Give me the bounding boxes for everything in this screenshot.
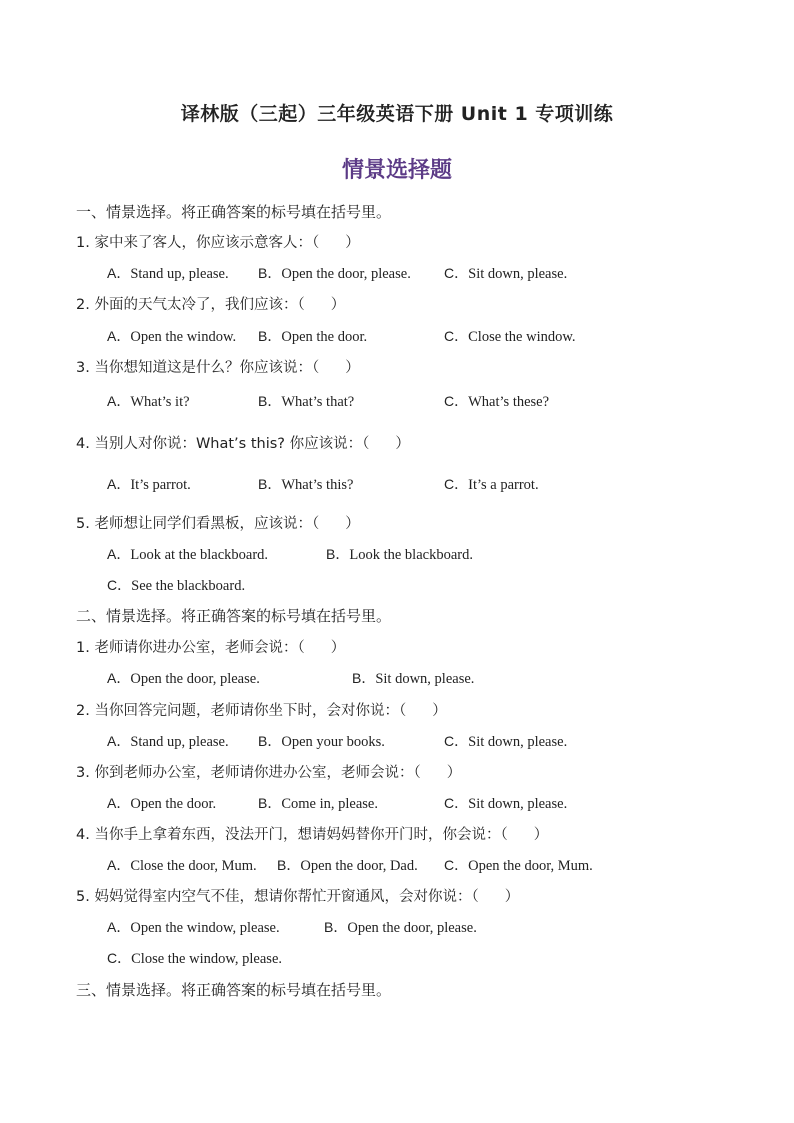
option-text: Open the door, please. xyxy=(347,920,477,936)
option-text: Look the blackboard. xyxy=(349,547,473,563)
question xyxy=(76,512,360,533)
question xyxy=(76,636,345,657)
option xyxy=(277,855,418,875)
option-letter: C． xyxy=(107,577,132,593)
option xyxy=(444,326,576,346)
option-text: Sit down, please. xyxy=(468,796,568,812)
option xyxy=(107,575,245,595)
question xyxy=(76,432,410,453)
paren-close: ） xyxy=(446,765,462,781)
option-text: Open the door, Mum. xyxy=(468,858,593,874)
option-letter: B． xyxy=(352,670,376,686)
paren-close: ） xyxy=(345,235,360,251)
option xyxy=(107,474,191,494)
paren-close: ） xyxy=(533,827,549,843)
option-letter: B． xyxy=(258,393,282,409)
option-text: Sit down, please. xyxy=(468,734,568,750)
question xyxy=(76,356,360,377)
option-text: Open the window. xyxy=(130,329,237,345)
option-letter: B． xyxy=(258,476,282,492)
option-letter: C． xyxy=(444,857,469,873)
question-text: 2. 当你回答完问题，老师请你坐下时，会对你说：（ xyxy=(76,703,407,719)
paren-close: ） xyxy=(432,703,447,719)
option-text: It’s a parrot. xyxy=(468,477,539,493)
option-text: What’s these? xyxy=(468,394,550,410)
option-text: Look at the blackboard. xyxy=(130,547,269,563)
option xyxy=(444,263,567,283)
option-letter: B． xyxy=(258,795,282,811)
question-text: 1. 家中来了客人，你应该示意客人：（ xyxy=(76,235,320,251)
option xyxy=(444,793,567,813)
page-title: 译林版（三起）三年级英语下册 Unit 1 专项训练 xyxy=(180,103,614,125)
option xyxy=(324,917,477,937)
option xyxy=(107,263,229,283)
section-heading: 二、情景选择。将正确答案的标号填在括号里。 xyxy=(76,607,392,625)
option-letter: A． xyxy=(107,857,131,873)
option-letter: A． xyxy=(107,546,131,562)
option-text: What’s it? xyxy=(130,394,190,410)
option xyxy=(107,544,268,564)
option-letter: C． xyxy=(444,328,469,344)
question-text: 4. 当别人对你说：What’s this? 你应该说：（ xyxy=(76,436,370,452)
option-text: Open the door. xyxy=(130,796,217,812)
option-text: It’s parrot. xyxy=(130,477,191,493)
option xyxy=(107,731,229,751)
paren-close: ） xyxy=(330,297,346,313)
option xyxy=(352,668,474,688)
option-text: See the blackboard. xyxy=(131,578,246,594)
page-subtitle: 情景选择题 xyxy=(341,158,452,183)
option-letter: A． xyxy=(107,795,131,811)
option-letter: A． xyxy=(107,733,131,749)
option xyxy=(107,855,257,875)
question-text: 3. 你到老师办公室，老师请你进办公室，老师会说：（ xyxy=(76,765,421,781)
paren-close: ） xyxy=(345,360,360,376)
option-text: Stand up, please. xyxy=(130,734,229,750)
option xyxy=(107,326,236,346)
question xyxy=(76,293,345,314)
option-text: Sit down, please. xyxy=(468,266,568,282)
option-text: What’s this? xyxy=(281,477,354,493)
option-letter: A． xyxy=(107,476,131,492)
option xyxy=(444,474,539,494)
option-letter: A． xyxy=(107,670,131,686)
option-text: Close the window. xyxy=(468,329,576,345)
option-letter: C． xyxy=(444,733,469,749)
option-text: Open the door, Dad. xyxy=(300,858,418,874)
option xyxy=(258,263,411,283)
question xyxy=(76,761,461,782)
option xyxy=(258,391,354,411)
option-letter: B． xyxy=(258,733,282,749)
option-letter: C． xyxy=(444,476,469,492)
option-letter: C． xyxy=(107,950,132,966)
option-text: Open the door. xyxy=(281,329,368,345)
option-letter: C． xyxy=(444,795,469,811)
option xyxy=(444,855,593,875)
option xyxy=(107,391,190,411)
question-text: 1. 老师请你进办公室，老师会说：（ xyxy=(76,640,305,656)
option-letter: B． xyxy=(258,265,282,281)
option-text: Open the door, please. xyxy=(281,266,411,282)
option-letter: A． xyxy=(107,393,131,409)
option-letter: B． xyxy=(277,857,301,873)
question-text: 4. 当你手上拿着东西，没法开门，想请妈妈替你开门时，你会说：（ xyxy=(76,827,508,843)
question xyxy=(76,885,519,906)
option-text: Open the door, please. xyxy=(130,671,260,687)
option-text: Open the window, please. xyxy=(130,920,280,936)
option xyxy=(258,474,353,494)
section-heading: 三、情景选择。将正确答案的标号填在括号里。 xyxy=(76,981,392,999)
paren-close: ） xyxy=(395,436,410,452)
option-letter: B． xyxy=(258,328,282,344)
option-text: Close the door, Mum. xyxy=(130,858,257,874)
option-text: Stand up, please. xyxy=(130,266,229,282)
option xyxy=(107,668,260,688)
paren-close: ） xyxy=(330,640,346,656)
option xyxy=(258,731,385,751)
option-text: Close the window, please. xyxy=(131,951,283,967)
option-text: What’s that? xyxy=(281,394,355,410)
paren-close: ） xyxy=(504,889,520,905)
option-letter: A． xyxy=(107,919,131,935)
option-letter: B． xyxy=(324,919,348,935)
question xyxy=(76,823,548,844)
question xyxy=(76,231,360,252)
option-letter: C． xyxy=(444,393,469,409)
option xyxy=(444,731,567,751)
option xyxy=(107,793,216,813)
option-letter: A． xyxy=(107,328,131,344)
option-letter: A． xyxy=(107,265,131,281)
option xyxy=(444,391,549,411)
question xyxy=(76,699,447,720)
option xyxy=(258,793,378,813)
option-letter: B． xyxy=(326,546,350,562)
question-text: 5. 妈妈觉得室内空气不佳，想请你帮忙开窗通风，会对你说：（ xyxy=(76,889,479,905)
option-letter: C． xyxy=(444,265,469,281)
option xyxy=(326,544,473,564)
question-text: 3. 当你想知道这是什么？你应该说：（ xyxy=(76,360,320,376)
question-text: 5. 老师想让同学们看黑板，应该说：（ xyxy=(76,516,320,532)
option xyxy=(107,917,280,937)
option-text: Come in, please. xyxy=(281,796,378,812)
section-heading: 一、情景选择。将正确答案的标号填在括号里。 xyxy=(76,203,392,221)
option xyxy=(107,948,282,968)
option-text: Open your books. xyxy=(281,734,385,750)
question-text: 2. 外面的天气太冷了，我们应该：（ xyxy=(76,297,305,313)
option-text: Sit down, please. xyxy=(375,671,475,687)
paren-close: ） xyxy=(345,516,360,532)
option xyxy=(258,326,367,346)
